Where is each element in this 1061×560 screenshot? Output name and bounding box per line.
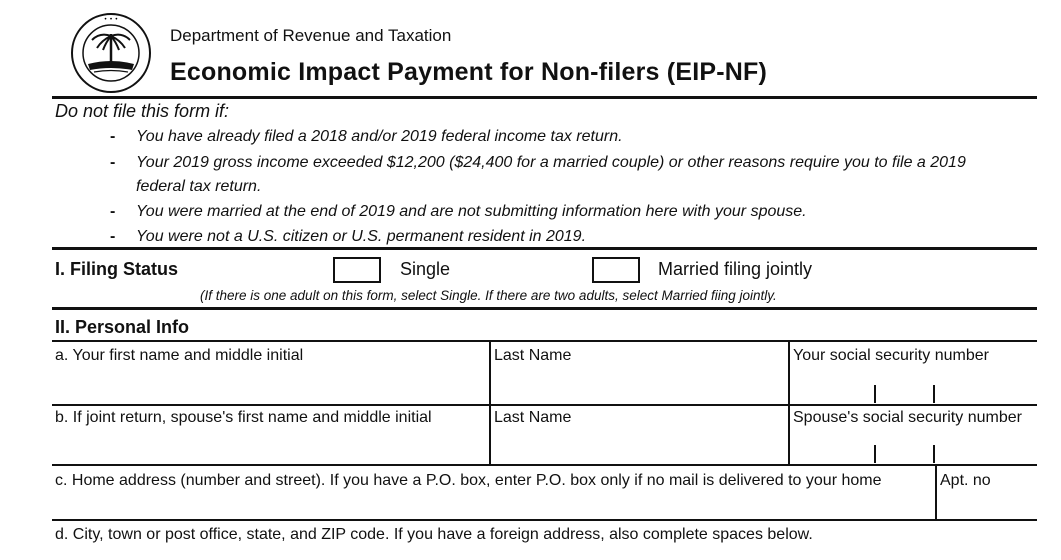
ssn-separator bbox=[933, 445, 935, 463]
spouse-ssn-field-label: Spouse's social security number bbox=[793, 409, 1022, 426]
ssn-separator bbox=[933, 385, 935, 403]
ssn-input[interactable] bbox=[792, 368, 1037, 404]
personal-info-heading: II. Personal Info bbox=[55, 317, 190, 337]
column-divider bbox=[935, 465, 937, 520]
home-address-input[interactable] bbox=[55, 492, 930, 518]
spouse-first-name-field-label: b. If joint return, spouse's first name and middle initial bbox=[55, 409, 432, 426]
married-filing-jointly-checkbox[interactable] bbox=[592, 257, 640, 283]
department-name: Department of Revenue and Taxation bbox=[170, 26, 452, 45]
section-divider bbox=[52, 307, 1037, 310]
column-divider bbox=[489, 340, 491, 465]
spouse-first-name-input[interactable] bbox=[55, 430, 488, 464]
svg-text:• • •: • • • bbox=[103, 16, 119, 23]
row-divider bbox=[52, 464, 1037, 466]
row-divider bbox=[52, 404, 1037, 406]
single-label: Single bbox=[400, 259, 451, 279]
header-divider bbox=[52, 96, 1037, 99]
apt-no-input[interactable] bbox=[938, 492, 1037, 518]
ssn-field-label: Your social security number bbox=[793, 347, 989, 364]
row-divider bbox=[52, 519, 1037, 521]
home-address-field-label: c. Home address (number and street). If you have a P.O. box, enter P.O. box only if no mail is delivered to your home bbox=[55, 472, 882, 489]
filing-status-heading: I. Filing Status bbox=[55, 259, 179, 279]
married-filing-jointly-label: Married filing jointly bbox=[658, 259, 813, 279]
spouse-ssn-input[interactable] bbox=[792, 430, 1037, 464]
first-name-field-label: a. Your first name and middle initial bbox=[55, 347, 304, 364]
department-seal-logo bbox=[70, 12, 152, 94]
form-title: Economic Impact Payment for Non-filers (EIP-NF) bbox=[170, 58, 767, 86]
do-not-file-heading: Do not file this form if: bbox=[55, 101, 230, 121]
filing-status-note: (If there is one adult on this form, select Single. If there are two adults, select Married fiing jointly. bbox=[200, 288, 777, 303]
city-state-zip-field-label: d. City, town or post office, state, and ZIP code. If you have a foreign address, also complete spaces below. bbox=[55, 526, 813, 543]
spouse-last-name-field-label: Last Name bbox=[494, 409, 572, 426]
last-name-field-label: Last Name bbox=[494, 347, 572, 364]
column-divider bbox=[788, 340, 790, 465]
single-checkbox[interactable] bbox=[333, 257, 381, 283]
ssn-separator bbox=[874, 445, 876, 463]
apt-no-field-label: Apt. no bbox=[940, 472, 991, 489]
section-divider bbox=[52, 247, 1037, 250]
first-name-input[interactable] bbox=[55, 368, 488, 404]
last-name-input[interactable] bbox=[492, 368, 787, 404]
table-top-line bbox=[52, 340, 1037, 342]
ssn-separator bbox=[874, 385, 876, 403]
city-state-zip-input[interactable] bbox=[55, 546, 1037, 560]
spouse-last-name-input[interactable] bbox=[492, 430, 787, 464]
